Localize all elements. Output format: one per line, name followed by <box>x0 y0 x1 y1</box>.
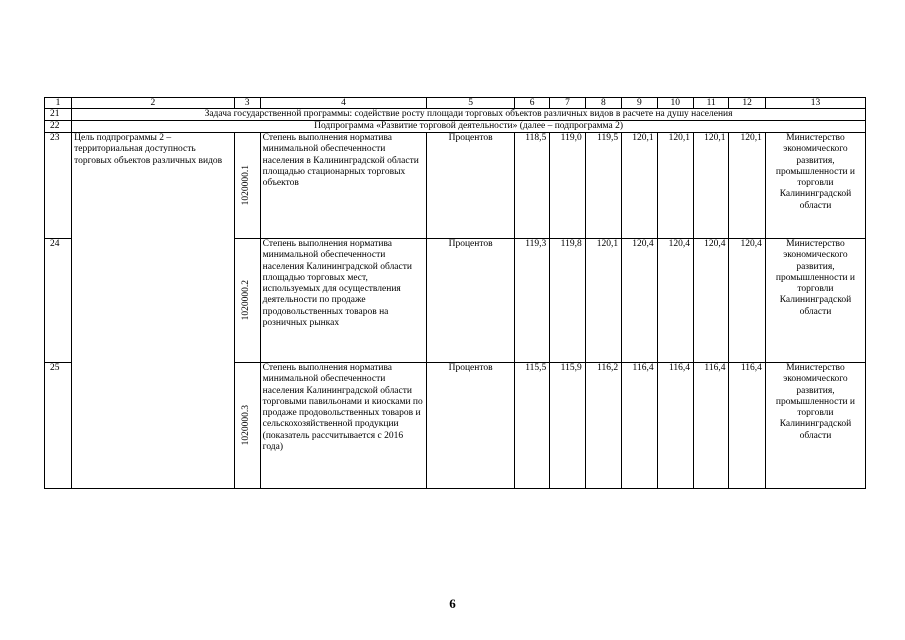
value-cell: 119,8 <box>550 239 585 363</box>
header-cell: 1 <box>45 98 72 109</box>
header-cell: 9 <box>622 98 657 109</box>
indicator-name: Степень выполнения норматива минимальной обеспеченности населения в Калининградской области площадью стационарных торговых объектов <box>260 133 427 239</box>
indicator-name: Степень выполнения норматива минимальной обеспеченности населения Калининградской области торговыми павильонами и киосками по продаже продовольственных товаров и сельскохозяйственной продукции (показатель рассчитывается с 2016 года) <box>260 363 427 489</box>
indicator-code: 1020000.3 <box>241 405 252 446</box>
indicator-code: 1020000.1 <box>241 165 252 206</box>
indicator-code-cell <box>234 133 260 239</box>
header-cell: 3 <box>234 98 260 109</box>
value-cell: 116,4 <box>622 363 657 489</box>
header-cell: 7 <box>550 98 585 109</box>
header-cell: 2 <box>72 98 235 109</box>
page-number: 6 <box>449 596 456 611</box>
value-cell: 120,1 <box>694 133 729 239</box>
row-number: 25 <box>45 363 72 489</box>
header-cell: 10 <box>657 98 693 109</box>
goal-cell: Цель подпрограммы 2 – территориальная доступность торговых объектов различных видов <box>72 133 235 489</box>
value-cell: 116,4 <box>694 363 729 489</box>
row-number: 22 <box>45 121 72 133</box>
unit-cell: Процентов <box>427 239 515 363</box>
unit-cell: Процентов <box>427 363 515 489</box>
task-row <box>45 109 866 121</box>
value-cell: 120,4 <box>657 239 693 363</box>
table-row <box>45 133 866 239</box>
row-number: 21 <box>45 109 72 121</box>
header-cell: 4 <box>260 98 427 109</box>
responsible-cell: Министерство экономического развития, промышленности и торговли Калининградской области <box>765 363 865 489</box>
responsible-cell: Министерство экономического развития, промышленности и торговли Калининградской области <box>765 133 865 239</box>
value-cell: 115,9 <box>550 363 585 489</box>
value-cell: 116,2 <box>585 363 621 489</box>
value-cell: 115,5 <box>514 363 549 489</box>
value-cell: 120,1 <box>657 133 693 239</box>
row-number: 23 <box>45 133 72 239</box>
value-cell: 119,3 <box>514 239 549 363</box>
indicator-table <box>44 97 866 489</box>
value-cell: 120,4 <box>694 239 729 363</box>
header-cell: 5 <box>427 98 515 109</box>
header-cell: 8 <box>585 98 621 109</box>
indicator-code-cell <box>234 363 260 489</box>
value-cell: 120,1 <box>729 133 765 239</box>
value-cell: 120,4 <box>729 239 765 363</box>
header-cell: 12 <box>729 98 765 109</box>
responsible-cell: Министерство экономического развития, промышленности и торговли Калининградской области <box>765 239 865 363</box>
header-cell: 13 <box>765 98 865 109</box>
value-cell: 120,4 <box>622 239 657 363</box>
indicator-name: Степень выполнения норматива минимальной обеспеченности населения Калининградской области площадью торговых мест, используемых для осуществления деятельности по продаже продовольственных товаров на розничных рынках <box>260 239 427 363</box>
unit-cell: Процентов <box>427 133 515 239</box>
header-row <box>45 98 866 109</box>
header-cell: 11 <box>694 98 729 109</box>
header-cell: 6 <box>514 98 549 109</box>
value-cell: 118,5 <box>514 133 549 239</box>
indicator-code-cell <box>234 239 260 363</box>
value-cell: 120,1 <box>585 239 621 363</box>
indicator-code: 1020000.2 <box>241 280 252 321</box>
task-text: Задача государственной программы: содействие росту площади торговых объектов различных видов в расчете на душу населения <box>72 109 866 121</box>
value-cell: 119,0 <box>550 133 585 239</box>
value-cell: 116,4 <box>729 363 765 489</box>
subprogram-row <box>45 121 866 133</box>
value-cell: 119,5 <box>585 133 621 239</box>
row-number: 24 <box>45 239 72 363</box>
subprogram-text: Подпрограмма «Развитие торговой деятельности» (далее – подпрограмма 2) <box>72 121 866 133</box>
value-cell: 120,1 <box>622 133 657 239</box>
value-cell: 116,4 <box>657 363 693 489</box>
